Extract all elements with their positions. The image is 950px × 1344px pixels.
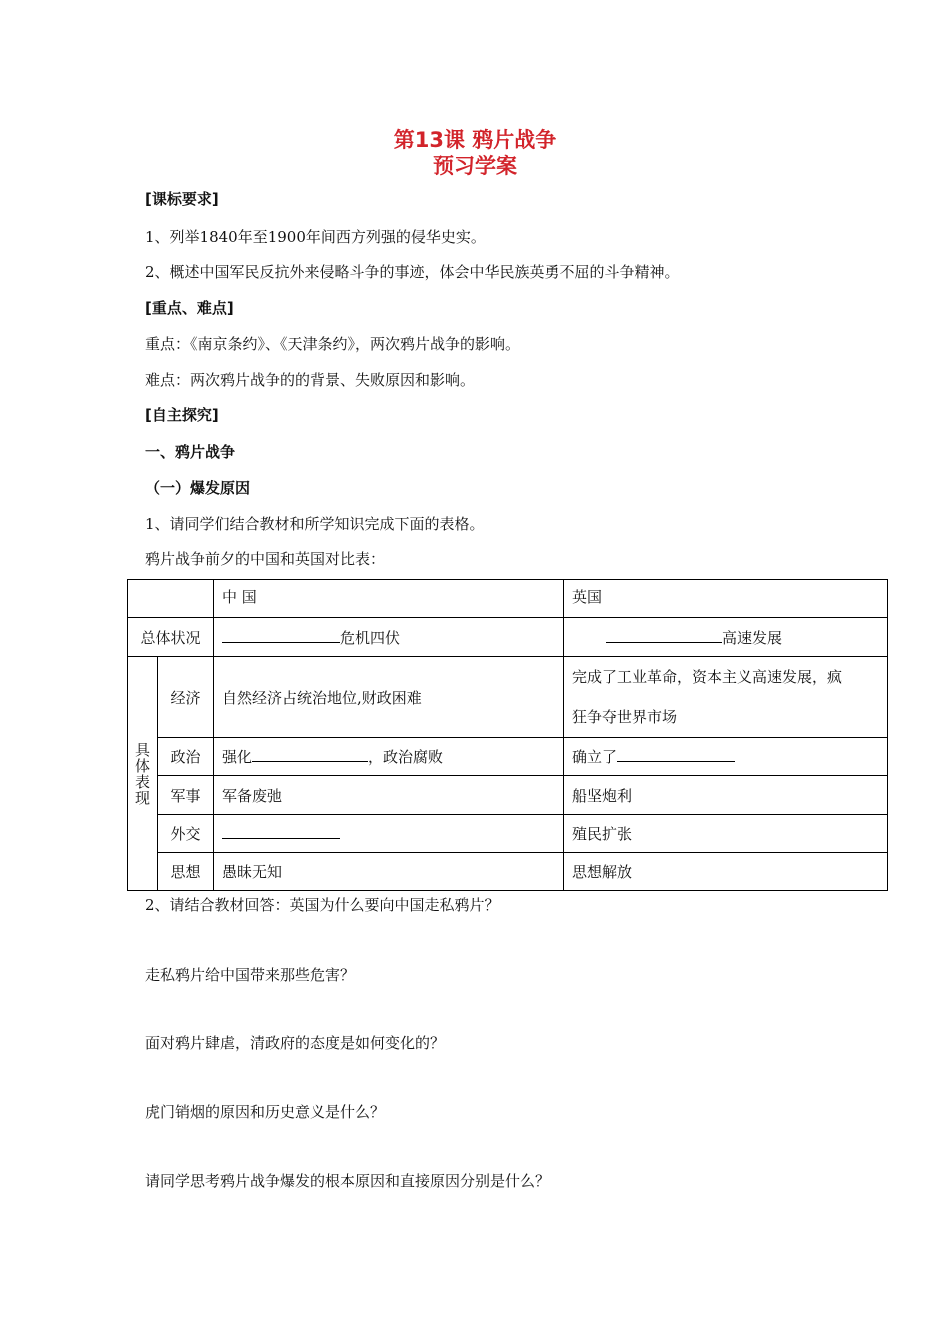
table-caption: 鸦片战争前夕的中国和英国对比表： <box>145 550 386 568</box>
table-row-thought <box>128 853 888 891</box>
section-heading: 一、鸦片战争 <box>145 443 236 461</box>
fill-blank[interactable] <box>617 747 735 762</box>
lesson-subtitle: 预习学案 <box>433 154 517 178</box>
question-2: 2、请结合教材回答：英国为什么要向中国走私鸦片？ <box>145 896 500 914</box>
requirements-heading: [课标要求] <box>145 190 219 208</box>
cell-britain-politics <box>564 738 888 776</box>
cell-china-politics <box>214 738 564 776</box>
cell-china-overall <box>214 618 564 657</box>
row-label-diplomacy: 外交 <box>158 815 214 853</box>
table-row-diplomacy <box>128 815 888 853</box>
table-row-economy <box>128 657 888 738</box>
table-row-politics <box>128 738 888 776</box>
group-label-specific: 具体表现 <box>128 657 158 891</box>
cell-china-diplomacy <box>214 815 564 853</box>
fill-blank[interactable] <box>252 747 368 762</box>
cell-text: 强化 <box>222 748 253 766</box>
row-label-overall: 总体状况 <box>128 618 214 657</box>
cell-text: 高速发展 <box>722 628 783 647</box>
table-row-military <box>128 776 888 815</box>
row-label-thought: 思想 <box>158 853 214 891</box>
row-label-politics: 政治 <box>158 738 214 776</box>
cell-text-line-2: 狂争夺世界市场 <box>572 708 678 726</box>
cell-text-line-1: 完成了工业革命，资本主义高速发展，疯 <box>572 668 843 686</box>
cell-china-thought: 愚昧无知 <box>214 853 564 891</box>
difficult-point: 难点：两次鸦片战争的的背景、失败原因和影响。 <box>145 371 476 389</box>
fill-blank[interactable] <box>606 628 722 643</box>
question-5: 虎门销烟的原因和历史意义是什么？ <box>145 1103 386 1121</box>
cell-britain-military: 船坚炮利 <box>564 776 888 815</box>
keypoints-heading: [重点、难点] <box>145 299 234 317</box>
requirement-item-2: 2、概述中国军民反抗外来侵略斗争的事迹，体会中华民族英勇不屈的斗争精神。 <box>145 263 680 281</box>
cell-text: ，政治腐败 <box>368 748 444 766</box>
row-label-economy: 经济 <box>158 657 214 738</box>
fill-blank[interactable] <box>222 628 340 643</box>
cell-text: 危机四伏 <box>340 628 401 647</box>
question-6: 请同学思考鸦片战争爆发的根本原因和直接原因分别是什么？ <box>145 1172 551 1190</box>
table-row-overall <box>128 618 888 657</box>
cell-britain-thought: 思想解放 <box>564 853 888 891</box>
fill-blank[interactable] <box>222 824 340 839</box>
requirement-item-1: 1、列举1840年至1900年间西方列强的侵华史实。 <box>145 228 486 246</box>
question-3: 走私鸦片给中国带来那些危害？ <box>145 966 356 984</box>
cell-britain-diplomacy: 殖民扩张 <box>564 815 888 853</box>
header-britain: 英国 <box>564 580 888 618</box>
subsection-heading: （一）爆发原因 <box>145 479 251 497</box>
row-label-military: 军事 <box>158 776 214 815</box>
cell-britain-economy <box>564 657 888 738</box>
cell-britain-overall <box>564 618 888 657</box>
header-china: 中 国 <box>214 580 564 618</box>
explore-heading: [自主探究] <box>145 406 219 424</box>
comparison-table <box>127 579 888 891</box>
key-point: 重点：《南京条约》、《天津条约》，两次鸦片战争的影响。 <box>145 335 521 353</box>
question-4: 面对鸦片肆虐，清政府的态度是如何变化的？ <box>145 1034 446 1052</box>
cell-text: 确立了 <box>572 748 618 766</box>
lesson-title: 第13课 鸦片战争 <box>393 128 557 152</box>
cell-china-military: 军备废弛 <box>214 776 564 815</box>
table-header-row <box>128 580 888 618</box>
task-1: 1、请同学们结合教材和所学知识完成下面的表格。 <box>145 515 485 533</box>
header-empty-cell <box>128 580 214 618</box>
cell-china-economy: 自然经济占统治地位,财政困难 <box>214 657 564 738</box>
